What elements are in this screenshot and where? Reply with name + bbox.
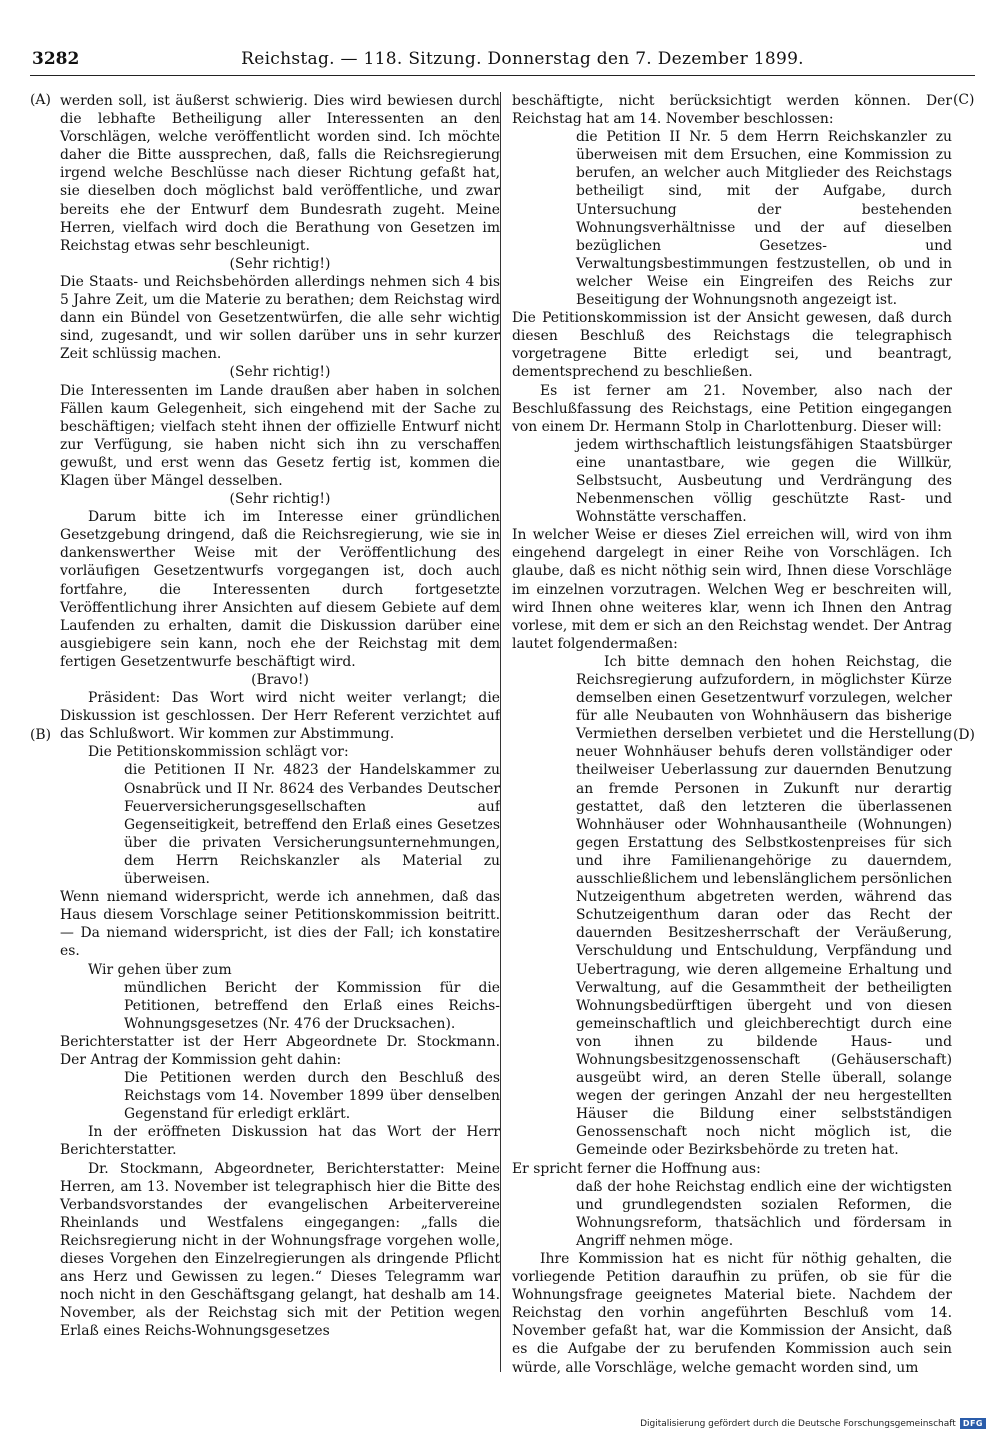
- paragraph: In welcher Weise er dieses Ziel erreichen will, wird von ihm eingehend dargelegt in einer Reihe von Vorschlägen. Ich glaube, daß es nicht nöthig sein wird, Ihnen diese Vorschläge im einzelnen vorzutragen. Welchen Weg er beschreiten will, wird Ihnen ohne weiteres klar, wenn ich Ihnen den Antrag vorlese, mit dem er sich an den Reichstag wendet. Der Antrag lautet folgendermaßen:: [512, 527, 952, 652]
- page-number: 3282: [32, 49, 80, 69]
- paragraph: die Petitionen II Nr. 4823 der Handelskammer zu Osnabrück und II Nr. 8624 des Verbandes Deutscher Feuerversicherungsgesellschaften auf Gegenseitigkeit, betreffend den Erlaß eines Gesetzes über die privaten Versicherungsunternehmungen, dem Herrn Reichskanzler als Material zu überweisen.: [124, 762, 500, 888]
- paragraph: Ich bitte demnach den hohen Reichstag, die Reichsregierung aufzufordern, in möglichster Kürze demselben einen Gesetzentwurf vorzulegen, welcher für alle Neubauten von Wohnhäusern das bisherige Vermiethen derselben verbietet und die Herstellung neuer Wohnhäuser behufs deren vollständiger oder theilweiser Ueberlassung zur dauernden Benutzung an fremde Personen in Zukunft nur derartig gestattet, daß den letzteren die überlassenen Wohnhäuser oder Wohnhausantheile (Wohnungen) gegen Erstattung des Selbstkostenpreises für sich und ihre Familienangehörige zu dauerndem, ausschließlichem und lebenslänglichem persönlichen Nutzeigenthum abgetreten werden, während das Schutzeigenthum daran oder das Recht der dauernden Besitzesherrschaft der Veräußerung, Verschuldung und Entschuldung, Verpfändung und Uebertragung, wie deren allgemeine Erhaltung und Verwaltung, auf die Gesammtheit der betheiligten Wohnungsbedürftigen übergeht und von diesen gemeinschaftlich und gleichberechtigt durch eine von ihnen zu bildende Haus- und Wohnungsbesitzgenossenschaft (Gehäuserschaft) ausgeübt wird, an deren Stelle überall, solange wegen der geringen Anzahl der neu hergestellten Häuser die Bildung einer selbstständigen Genossenschaft noch nicht möglich ist, die Gemeinde oder Bezirksbehörde zu treten hat.: [576, 653, 953, 1159]
- paragraph: Präsident: Das Wort wird nicht weiter verlangt; die Diskussion ist geschlossen. Der Herr Referent verzichtet auf das Schlußwort. Wir kommen zur Abstimmung.: [60, 690, 500, 743]
- column-divider: [500, 92, 501, 1372]
- paragraph: (Sehr richtig!): [229, 491, 331, 508]
- paragraph: Ihre Kommission hat es nicht für nöthig gehalten, die vorliegende Petition daraufhin zu prüfen, ob sie für die Wohnungsfrage geeignetes Material biete. Nachdem der Reichstag den vorhin angeführten Beschluß vom 14. November gefaßt hat, war die Kommission der Ansicht, daß es die Aufgabe der zu berufenden Kommission auch sein würde, alle Vorschläge, welche gemacht worden sind, um: [512, 1251, 952, 1376]
- paragraph: beschäftigte, nicht berücksichtigt werden können. Der Reichstag hat am 14. November beschlossen:: [512, 93, 952, 128]
- paragraph: (Bravo!): [251, 672, 309, 688]
- margin-mark-a: (A): [30, 92, 51, 108]
- paragraph: Berichterstatter ist der Herr Abgeordnete Dr. Stockmann. Der Antrag der Kommission geht dahin:: [60, 1033, 500, 1068]
- paragraph: Die Interessenten im Lande draußen aber haben in solchen Fällen kaum Gelegenheit, sich eingehend mit der Sache zu beschäftigen; vielfach steht ihnen der offizielle Entwurf nicht zur Verfügung, sie haben nicht sich ihn zu verschaffen gewußt, und erst wenn das Gesetz fertig ist, kommen die Klagen über Mängel desselben.: [60, 382, 500, 489]
- margin-mark-c: (C): [953, 92, 975, 108]
- paragraph: daß der hohe Reichstag endlich eine der wichtigsten und grundlegendsten sozialen Reformen, die Wohnungsreform, thatsächlich und fördersam in Angriff nehmen möge.: [576, 1178, 952, 1249]
- paragraph: Wir gehen über zum: [88, 961, 232, 978]
- paragraph: In der eröffneten Diskussion hat das Wort der Herr Berichterstatter.: [60, 1124, 500, 1159]
- paragraph: werden soll, ist äußerst schwierig. Dies wird bewiesen durch die lebhafte Betheiligung aller Interessenten an den Vorschlägen, welche veröffentlicht worden sind. Ich möchte daher die Bitte aussprechen, daß, falls die Reichsregierung irgend welche Beschlüsse nach dieser Richtung gefaßt hat, sie dieselben doch möglichst bald veröffentliche, und zwar bereits ehe der Entwurf dem Bundesrath zugeht. Meine Herren, vielfach wird doch die Berathung von Gesetzen im Reichstag etwas sehr beschleunigt.: [60, 93, 500, 254]
- paragraph: Es ist ferner am 21. November, also nach der Beschlußfassung des Reichstags, eine Petition eingegangen von einem Dr. Hermann Stolp in Charlottenburg. Dieser will:: [512, 382, 952, 435]
- paragraph: Die Petitionskommission schlägt vor:: [88, 744, 349, 761]
- paragraph: Die Petitionskommission ist der Ansicht gewesen, daß durch diesen Beschluß des Reichstags die telegraphisch vorgetragene Bitte erledigt sei, und beantragt, dementsprechend zu beschließen.: [512, 310, 952, 381]
- paragraph: jedem wirthschaftlich leistungsfähigen Staatsbürger eine unantastbare, wie gegen die Willkür, Selbstsucht, Ausbeutung und Verdrängung des Nebenmenschen völlig geschützte Rast- und Wohnstätte verschaffen.: [576, 436, 952, 526]
- paragraph: Darum bitte ich im Interesse einer gründlichen Gesetzgebung dringend, daß die Reichsregierung, wie sie in dankenswerther Weise mit der Veröffentlichung des vorläufigen Gesetzentwurfs vorgegangen ist, doch auch fortfahre, die Interessenten durch fortgesetzte Veröffentlichung ihrer Ansichten auf diesem Gebiete auf dem Laufenden zu erhalten, damit die Diskussion darüber eine ausgiebigere sein kann, noch ehe der Reichstag mit dem fertigen Gesetzentwurfe beschäftigt wird.: [60, 509, 500, 670]
- footer-text: Digitalisierung gefördert durch die Deutsche Forschungsgemeinschaft: [640, 1418, 956, 1429]
- paragraph: Wenn niemand widerspricht, werde ich annehmen, daß das Haus diesem Vorschlage seiner Petitionskommission beitritt. — Da niemand widerspricht, ist dies der Fall; ich konstatire es.: [60, 889, 500, 960]
- paragraph: Die Staats- und Reichsbehörden allerdings nehmen sich 4 bis 5 Jahre Zeit, um die Materie zu berathen; dem Reichstag wird dann ein Bündel von Gesetzentwürfen, die alle sehr wichtig sind, zugesandt, und wir sollen darüber uns in sehr kurzer Zeit schlüssig machen.: [60, 273, 500, 363]
- footer: [640, 1418, 986, 1429]
- paragraph: mündlichen Bericht der Kommission für die Petitionen, betreffend den Erlaß eines Reichs-Wohnungsgesetzes (Nr. 476 der Drucksachen).: [124, 979, 500, 1032]
- paragraph: Die Petitionen werden durch den Beschluß des Reichstags vom 14. November 1899 über denselben Gegenstand für erledigt erklärt.: [124, 1070, 500, 1123]
- page-header: [30, 45, 975, 76]
- paragraph: Dr. Stockmann, Abgeordneter, Berichterstatter: Meine Herren, am 13. November ist telegraphisch hier die Bitte des Verbandsvorstandes der evangelischen Arbeitervereine Rheinlands und Westfalens eingegangen: „falls die Reichsregierung nicht in der Wohnungsfrage vorgehen wolle, dieses Vorgehen den Einzelregierungen als dringende Pflicht ans Herz und Gewissen zu legen.“ Dieses Telegramm war noch nicht in den Geschäftsgang gelangt, hat deshalb am 14. November, als der Reichstag sich mit der Petition wegen Erlaß eines Reichs-Wohnungsgesetzes: [60, 1160, 500, 1340]
- page-title: Reichstag. — 118. Sitzung. Donnerstag den 7. Dezember 1899.: [241, 49, 804, 69]
- paragraph: (Sehr richtig!): [229, 364, 331, 381]
- right-column: [512, 92, 952, 1377]
- margin-mark-b: (B): [30, 727, 52, 743]
- left-column: [60, 92, 500, 1340]
- paragraph: Er spricht ferner die Hoffnung aus:: [512, 1160, 761, 1177]
- paragraph: die Petition II Nr. 5 dem Herrn Reichskanzler zu überweisen mit dem Ersuchen, eine Kommission zu berufen, an welcher auch Mitglieder des Reichstags betheiligt sind, mit der Aufgabe, durch Untersuchung der bestehenden Wohnungsverhältnisse und der auf dieselben bezüglichen Gesetzes- und Verwaltungsbestimmungen festzustellen, ob und in welcher Weise ein Eingreifen des Reichs zur Beseitigung der Wohnungsnoth angezeigt ist.: [576, 129, 952, 309]
- margin-mark-d: (D): [953, 727, 975, 743]
- dfg-logo-icon: DFG: [960, 1418, 986, 1429]
- paragraph: (Sehr richtig!): [229, 255, 331, 272]
